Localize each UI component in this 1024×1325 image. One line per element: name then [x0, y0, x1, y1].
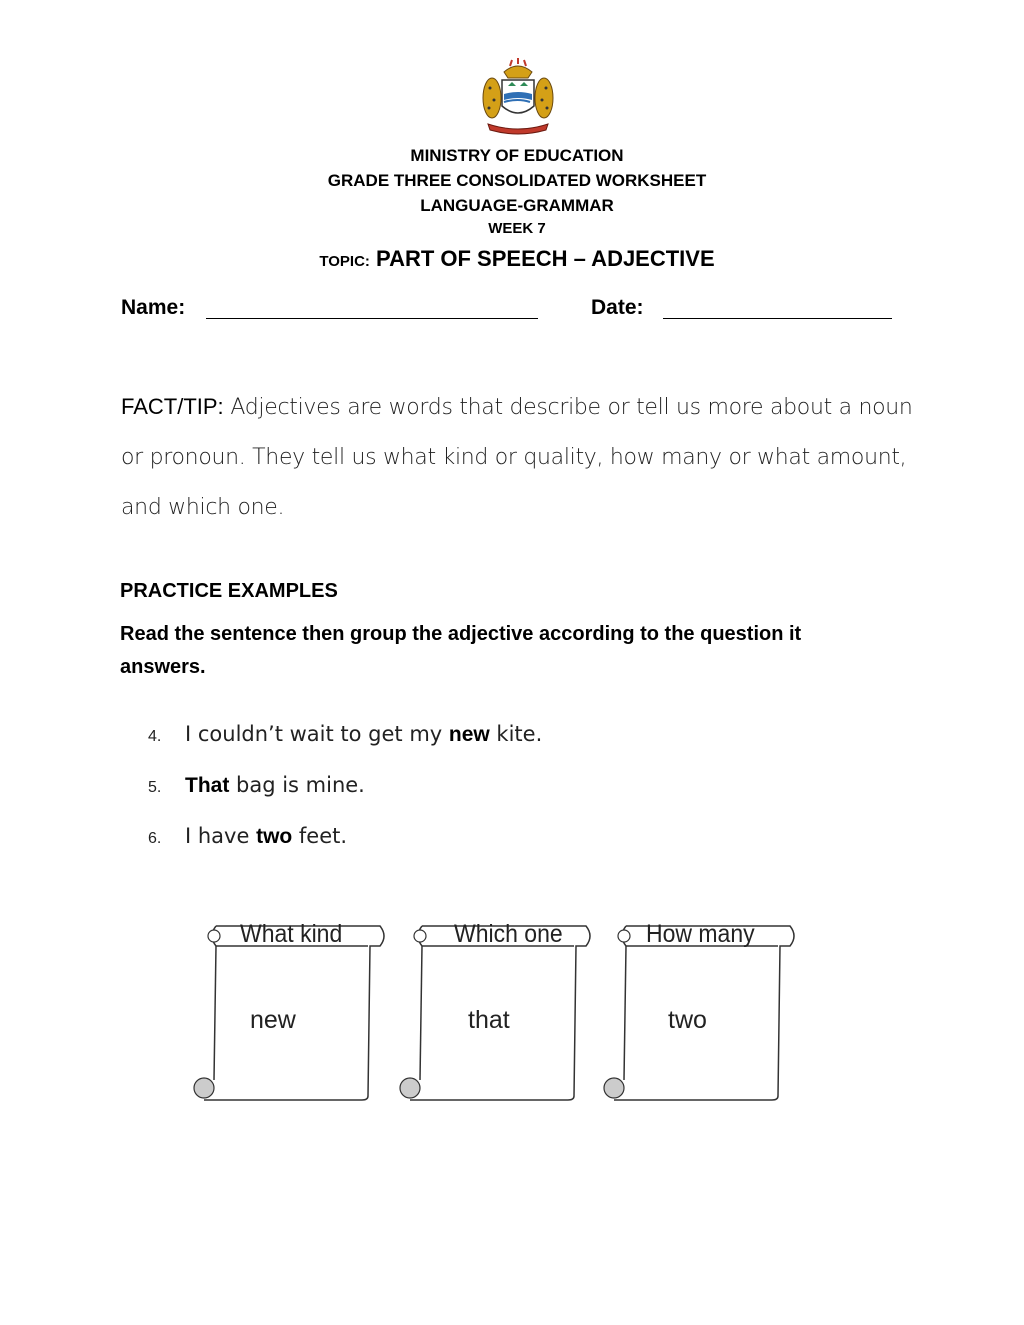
scroll-which-one — [398, 920, 598, 1110]
date-field-line[interactable] — [663, 318, 892, 319]
item-text-before: I have — [185, 824, 257, 848]
week-heading: WEEK 7 — [488, 220, 546, 237]
practice-instruction: Read the sentence then group the adjective according to the question it answers. — [120, 623, 802, 678]
item-number: 5. — [148, 779, 162, 796]
fact-tip-label: FACT/TIP: — [121, 394, 224, 419]
subject-heading: LANGUAGE-GRAMMAR — [420, 196, 614, 215]
topic-text: PART OF SPEECH – ADJECTIVE — [376, 246, 715, 271]
item-number: 6. — [148, 830, 162, 847]
scroll-answer: two — [668, 1006, 707, 1034]
name-label: Name: — [121, 296, 186, 319]
scroll-title: Which one — [454, 920, 563, 948]
date-label: Date: — [591, 296, 644, 319]
fact-tip-text: Adjectives are words that describe or tell us more about a noun or pronoun. They tell us what kind or quality, how many or what amount, and which one. — [121, 395, 913, 520]
item-text-after: bag is mine. — [229, 773, 365, 797]
topic-heading — [0, 246, 1024, 272]
practice-title: PRACTICE EXAMPLES — [120, 580, 338, 602]
scroll-title: How many — [646, 920, 755, 948]
item-number: 4. — [148, 728, 162, 745]
item-text-before: I couldn’t wait to get my — [185, 722, 449, 746]
fact-tip-paragraph — [121, 382, 921, 533]
ministry-heading: MINISTRY OF EDUCATION — [410, 146, 624, 165]
name-field-line[interactable] — [206, 318, 538, 319]
practice-item — [148, 722, 542, 747]
item-adjective: two — [256, 825, 293, 848]
scroll-answer: that — [468, 1006, 510, 1034]
item-text-after: kite. — [489, 722, 543, 746]
scroll-title: What kind — [240, 920, 343, 948]
practice-item — [148, 824, 347, 849]
item-adjective: That — [185, 774, 230, 797]
scroll-how-many — [602, 920, 802, 1110]
item-text-after: feet. — [292, 824, 348, 848]
item-adjective: new — [448, 723, 490, 746]
topic-label: TOPIC: — [319, 253, 370, 270]
scroll-answer: new — [250, 1006, 296, 1034]
coat-of-arms-crest — [480, 58, 556, 136]
worksheet-heading: GRADE THREE CONSOLIDATED WORKSHEET — [327, 171, 707, 190]
practice-item — [148, 773, 365, 798]
scroll-what-kind — [192, 920, 392, 1110]
